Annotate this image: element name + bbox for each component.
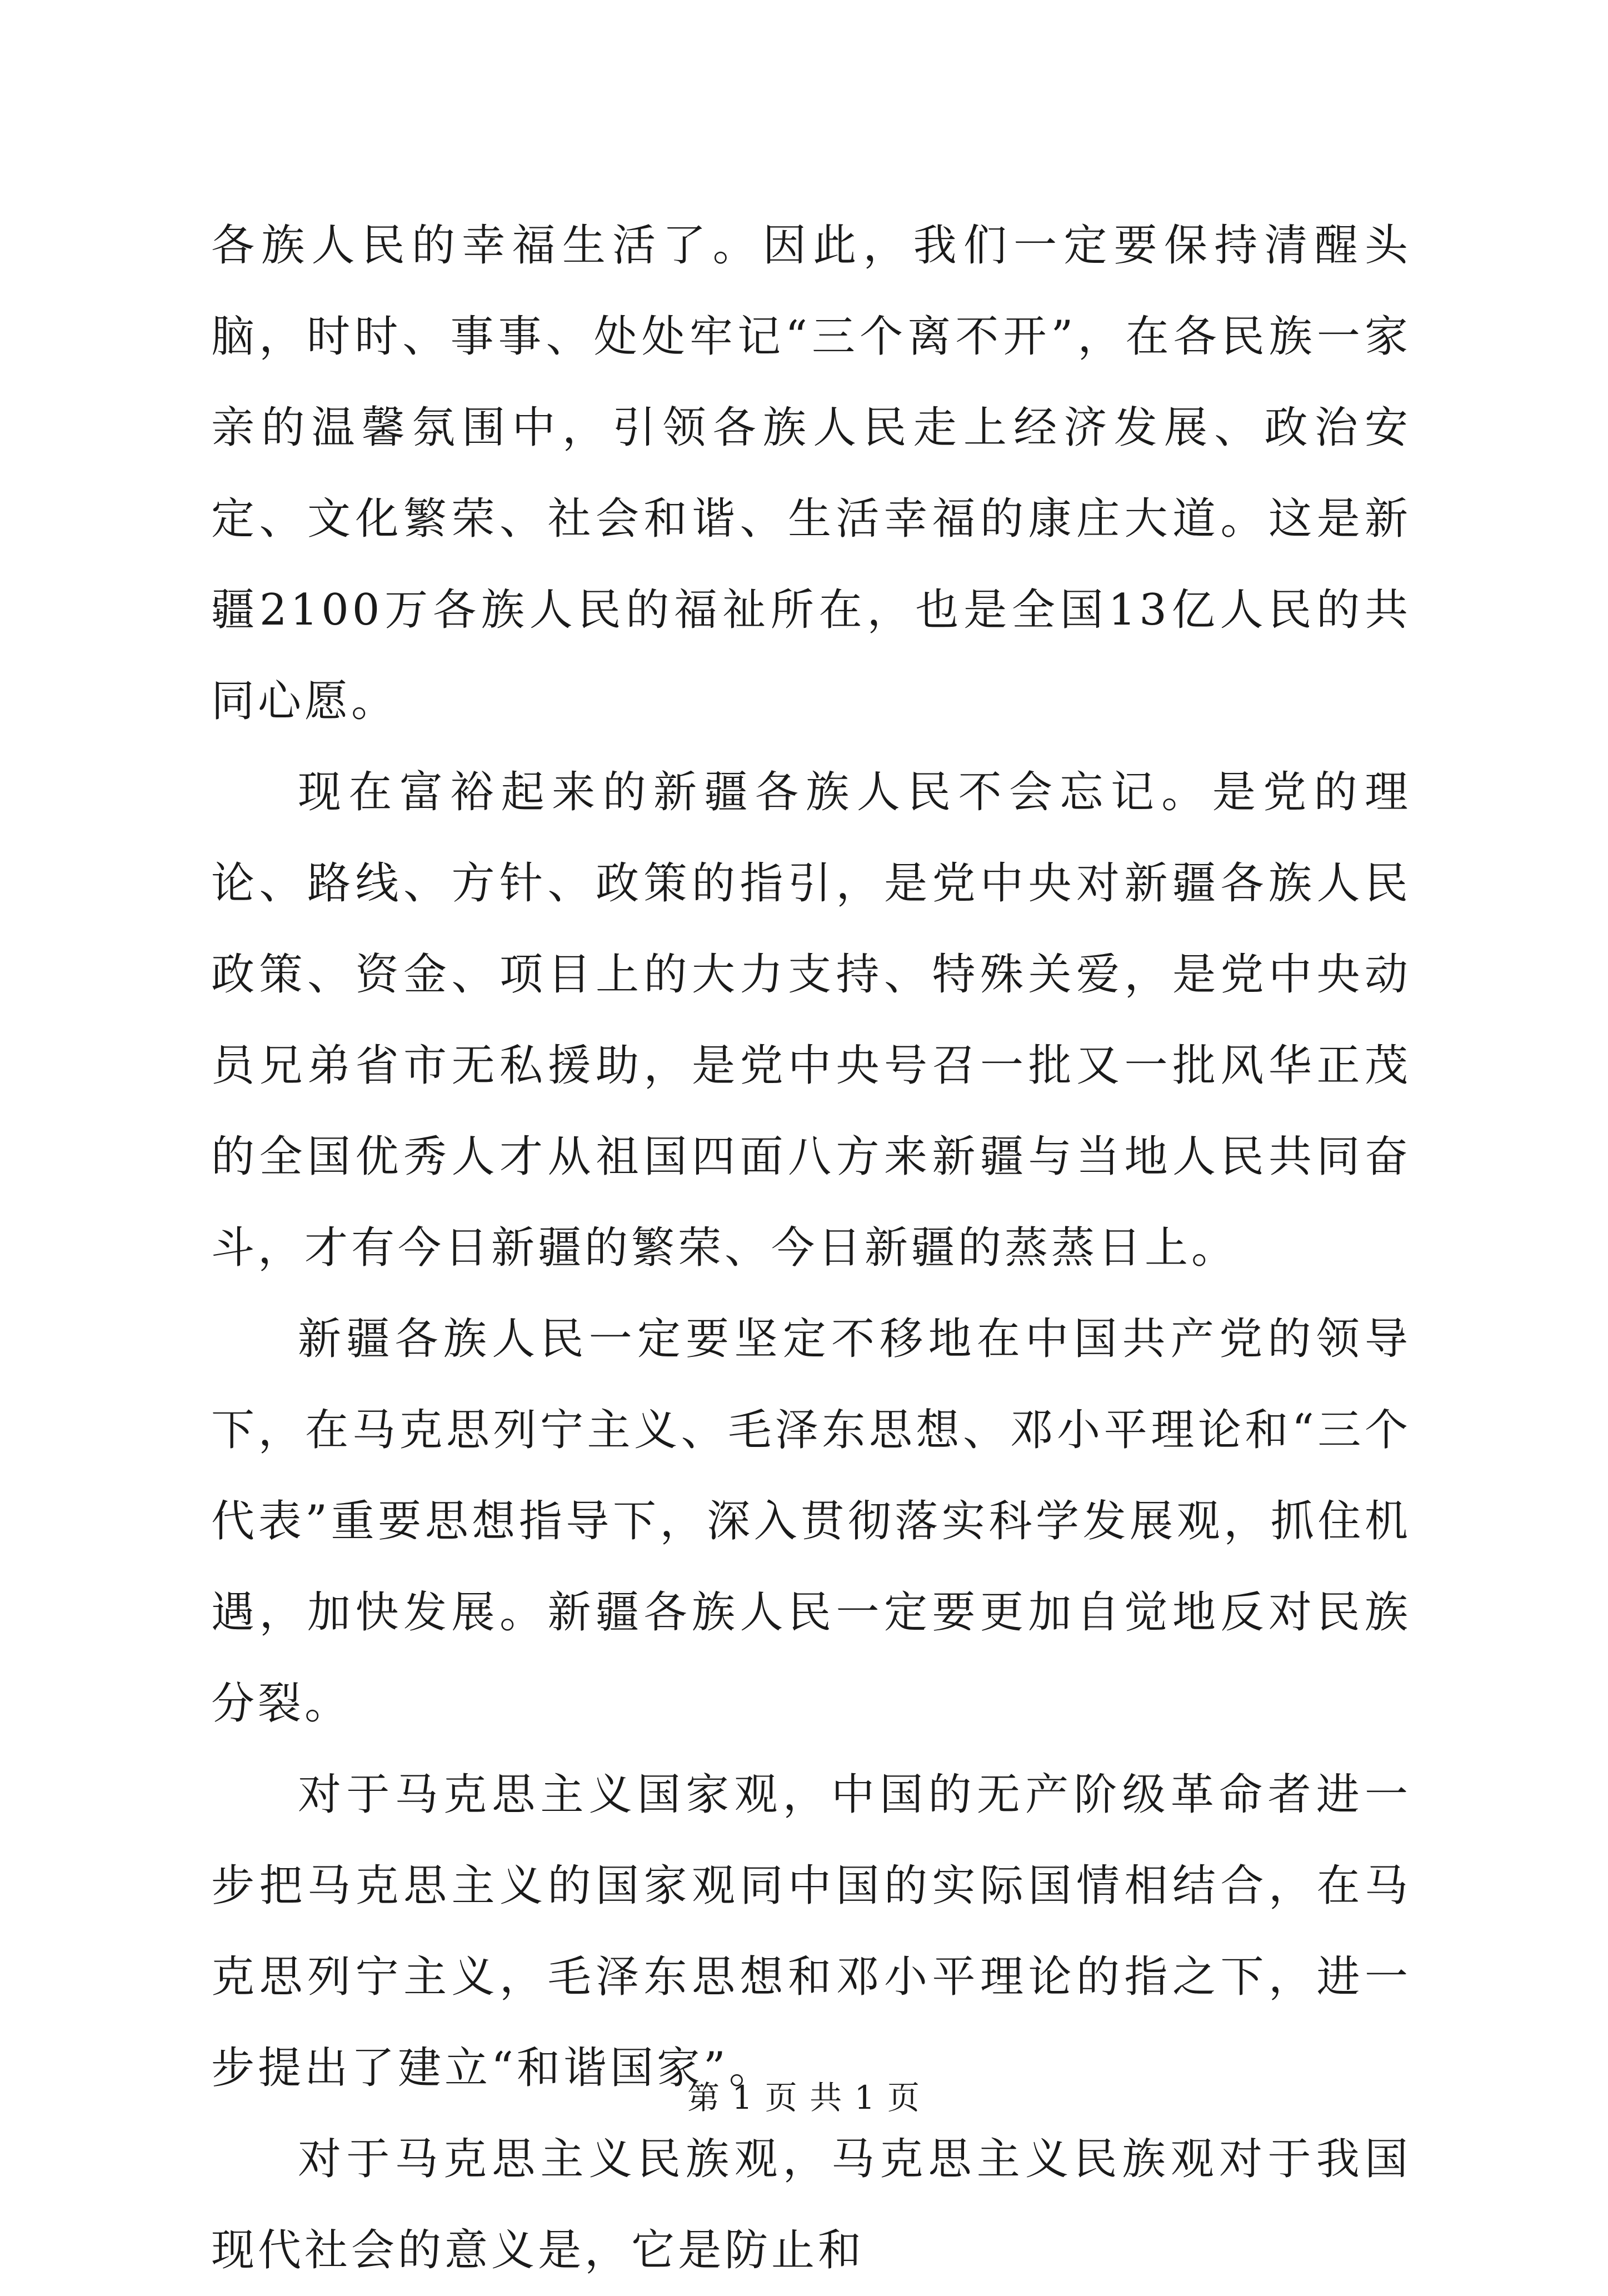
paragraph-5: 对于马克思主义民族观，马克思主义民族观对于我国现代社会的意义是，它是防止和 <box>211 2134 1411 2275</box>
paragraph-1: 各族人民的幸福生活了。因此，我们一定要保持清醒头脑，时时、事事、处处牢记“三个离不开”，在各民族一家亲的温馨氛围中，引领各族人民走上经济发展、政治安定、文化繁荣、社会和谐、生活幸福的康庄大道。这是新疆2100万各族人民的福祉所在，也是全国13亿人民的共同心愿。 <box>211 221 1411 726</box>
paragraph-3: 新疆各族人民一定要坚定不移地在中国共产党的领导下，在马克思列宁主义、毛泽东思想、邓小平理论和“三个代表”重要思想指导下，深入贯彻落实科学发展观，抓住机遇，加快发展。新疆各族人民一定要更加自觉地反对民族分裂。 <box>211 1314 1411 1729</box>
paragraph-2: 现在富裕起来的新疆各族人民不会忘记。是党的理论、路线、方针、政策的指引，是党中央对新疆各族人民政策、资金、项目上的大力支持、特殊关爱，是党中央动员兄弟省市无私援助，是党中央号召一批又一批风华正茂的全国优秀人才从祖国四面八方来新疆与当地人民共同奋斗，才有今日新疆的繁荣、今日新疆的蒸蒸日上。 <box>211 767 1411 1273</box>
paragraph-4: 对于马克思主义国家观，中国的无产阶级革命者进一步把马克思主义的国家观同中国的实际国情相结合，在马克思列宁主义，毛泽东思想和邓小平理论的指之下，进一步提出了建立“和谐国家”。 <box>211 1770 1411 2093</box>
page-footer: 第 1 页 共 1 页 <box>687 2079 921 2117</box>
document-body <box>211 200 1411 2296</box>
